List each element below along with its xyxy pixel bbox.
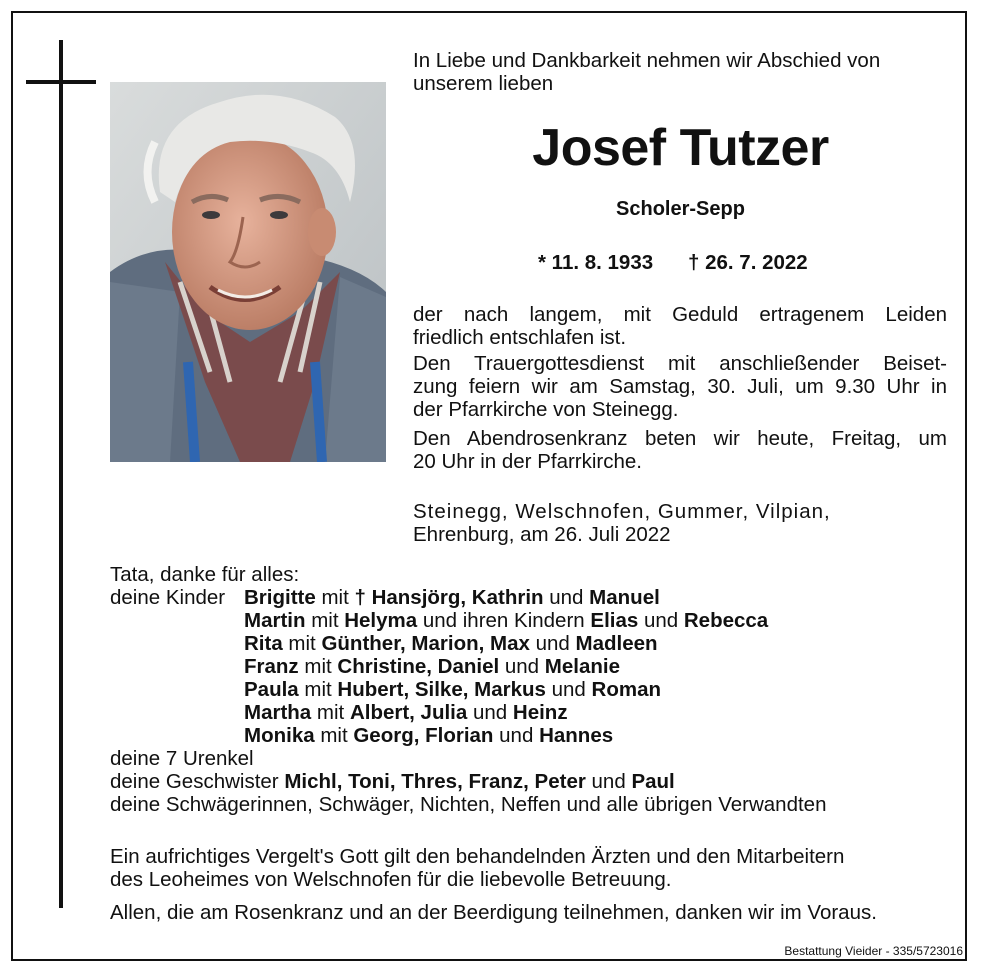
child-und: und	[545, 678, 592, 701]
child-name: Martin	[244, 609, 306, 632]
child-name: Martha	[244, 701, 312, 724]
place-line-2: Ehrenburg, am 26. Juli 2022	[413, 523, 671, 546]
child-last: Heinz	[512, 701, 568, 724]
geschwister-last: Paul	[631, 770, 675, 793]
text-p2-line2: zung feiern wir am Samstag, 30. Juli, um 9.30 Uhr in	[413, 375, 947, 398]
child-row	[244, 586, 660, 609]
child-last: Manuel	[589, 586, 660, 609]
child-family-2: Elias	[590, 609, 639, 632]
child-family: Albert, Julia	[349, 701, 468, 724]
child-family: Helyma	[344, 609, 418, 632]
child-family: Günther, Marion, Max	[321, 632, 530, 655]
mourners-intro: Tata, danke für alles:	[110, 563, 300, 586]
child-und: und	[499, 655, 545, 678]
child-mit: mit	[315, 586, 355, 609]
child-name: Rita	[244, 632, 283, 655]
child-last: Roman	[591, 678, 661, 701]
geschwister-line	[110, 770, 675, 793]
child-und: und ihren Kindern	[417, 609, 591, 632]
child-mit: mit	[314, 724, 354, 747]
birth-date: * 11. 8. 1933	[538, 251, 654, 274]
child-und: und	[529, 632, 576, 655]
child-mit: mit	[282, 632, 322, 655]
child-family: Hubert, Silke, Markus	[337, 678, 546, 701]
intro-line-2: unserem lieben	[413, 72, 554, 95]
child-family: Christine, Daniel	[337, 655, 500, 678]
child-name: Monika	[244, 724, 315, 747]
verwandte-line: deine Schwägerinnen, Schwäger, Nichten, Neffen und alle übrigen Verwandten	[110, 793, 827, 816]
child-mit: mit	[298, 655, 338, 678]
child-mit: mit	[305, 609, 345, 632]
funeral-home-footer: Bestattung Vieider - 335/5723016	[784, 944, 963, 958]
child-row	[244, 724, 613, 747]
child-row	[244, 655, 620, 678]
geschwister-und: und	[585, 770, 632, 793]
thanks-line-2: des Leoheimes von Welschnofen für die liebevolle Betreuung.	[110, 868, 672, 891]
child-name: Paula	[244, 678, 299, 701]
thanks-line-3: Allen, die am Rosenkranz und an der Beerdigung teilnehmen, danken wir im Voraus.	[110, 901, 877, 924]
child-name: Franz	[244, 655, 299, 678]
child-row	[244, 701, 568, 724]
deceased-name: Josef Tutzer	[532, 119, 829, 177]
text-p1-line2: friedlich entschlafen ist.	[413, 326, 627, 349]
geschwister-names: Michl, Toni, Thres, Franz, Peter	[284, 770, 586, 793]
child-last: Madleen	[575, 632, 658, 655]
child-und: und	[543, 586, 590, 609]
child-mit: mit	[298, 678, 338, 701]
thanks-line-1: Ein aufrichtiges Vergelt's Gott gilt den behandelnden Ärzten und den Mitarbeitern	[110, 845, 845, 868]
child-last: Rebecca	[683, 609, 769, 632]
child-und-2: und	[638, 609, 684, 632]
child-und: und	[493, 724, 540, 747]
geschwister-prefix: deine Geschwister	[110, 770, 285, 793]
text-p2-line1: Den Trauergottesdienst mit anschließender Beiset-	[413, 352, 947, 375]
child-family: Georg, Florian	[353, 724, 494, 747]
portrait-photo	[110, 82, 386, 462]
child-family: † Hansjörg, Kathrin	[354, 586, 544, 609]
cross-icon-horizontal	[26, 80, 96, 84]
text-p2-line3: der Pfarrkirche von Steinegg.	[413, 398, 679, 421]
text-p3-line2: 20 Uhr in der Pfarrkirche.	[413, 450, 643, 473]
text-p3-line1: Den Abendrosenkranz beten wir heute, Freitag, um	[413, 427, 947, 450]
child-last: Melanie	[544, 655, 620, 678]
intro-line-1: In Liebe und Dankbarkeit nehmen wir Abschied von	[413, 49, 881, 72]
text-p1-line1: der nach langem, mit Geduld ertragenem Leiden	[413, 303, 947, 326]
child-row	[244, 609, 768, 632]
child-row	[244, 678, 661, 701]
cross-icon-vertical	[59, 40, 63, 908]
child-und: und	[467, 701, 513, 724]
place-line-1: Steinegg, Welschnofen, Gummer, Vilpian,	[413, 500, 831, 523]
deceased-nickname: Scholer-Sepp	[616, 198, 745, 220]
urenkel-line: deine 7 Urenkel	[110, 747, 254, 770]
child-row	[244, 632, 658, 655]
child-mit: mit	[311, 701, 350, 724]
death-date: † 26. 7. 2022	[688, 251, 808, 274]
child-name: Brigitte	[244, 586, 316, 609]
child-last: Hannes	[539, 724, 614, 747]
kinder-prefix: deine Kinder	[110, 586, 226, 609]
